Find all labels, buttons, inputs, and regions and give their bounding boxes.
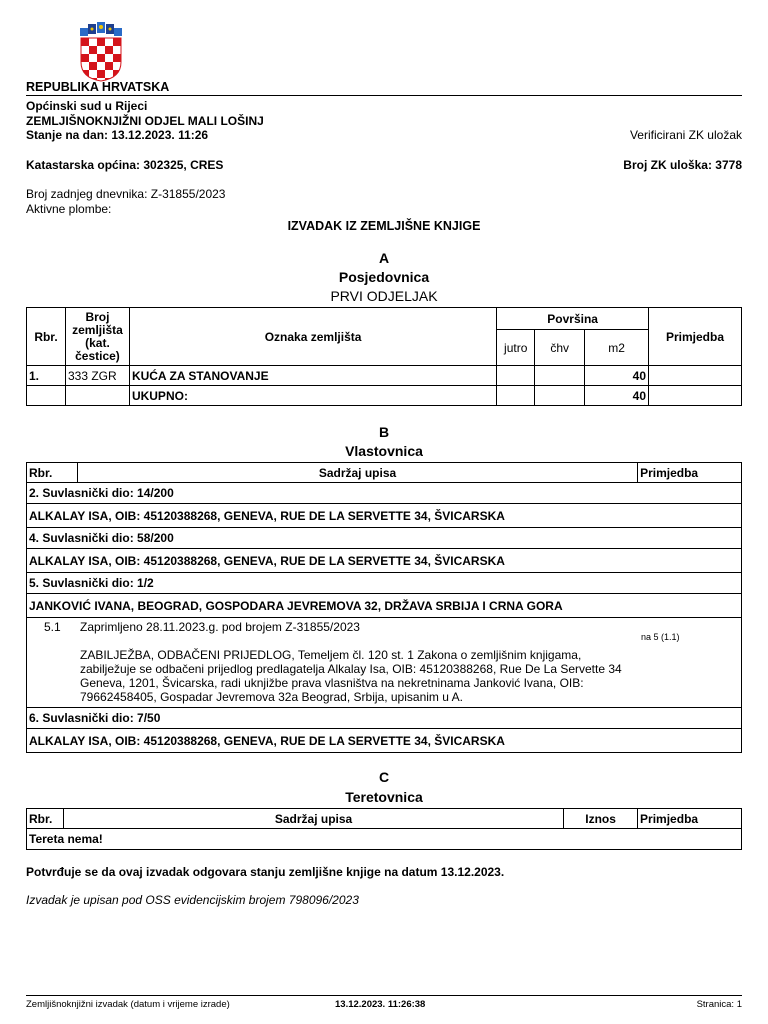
- last-journal: Broj zadnjeg dnevnika: Z-31855/2023: [26, 187, 226, 201]
- entry-received: Zaprimljeno 28.11.2023.g. pod brojem Z-31855/2023: [80, 620, 360, 634]
- cell-broj: [65, 386, 129, 406]
- share-row: 6. Suvlasnički dio: 7/50: [27, 708, 742, 729]
- verified-label: Verificirani ZK uložak: [629, 128, 742, 142]
- cell-chv: [535, 366, 585, 386]
- cell-broj: 333 ZGR: [65, 366, 129, 386]
- owner-row: JANKOVIĆ IVANA, BEOGRAD, GOSPODARA JEVREMOVA 32, DRŽAVA SRBIJA I CRNA GORA: [27, 594, 742, 618]
- possession-table: [26, 307, 742, 406]
- col-primjedba: Primjedba: [638, 809, 742, 829]
- cell-jutro: [497, 366, 535, 386]
- cell-oznaka: UKUPNO:: [129, 386, 496, 406]
- active-seals: Aktivne plombe:: [26, 202, 112, 216]
- state-date: Stanje na dan: 13.12.2023. 11:26: [26, 128, 209, 142]
- col-rbr: Rbr.: [27, 809, 64, 829]
- document-title: IZVADAK IZ ZEMLJIŠNE KNJIGE: [287, 219, 481, 233]
- col-m2: m2: [585, 330, 649, 366]
- table-row: [27, 386, 742, 406]
- cell-primjedba: [649, 386, 742, 406]
- cell-chv: [535, 386, 585, 406]
- cadastral-municipality: Katastarska općina: 302325, CRES: [26, 158, 224, 172]
- footer-page: Stranica: 1: [696, 999, 742, 1010]
- cell-jutro: [497, 386, 535, 406]
- entry-reference: na 5 (1.1): [641, 632, 680, 642]
- col-sadrzaj: Sadržaj upisa: [77, 463, 637, 483]
- section-b-letter: B: [378, 424, 390, 440]
- ownership-table: [26, 462, 742, 753]
- confirmation-text: Potvrđuje se da ovaj izvadak odgovara stanju zemljišne knjige na datum 13.12.2023.: [26, 865, 505, 879]
- section-c-title: Teretovnica: [345, 789, 423, 805]
- cell-m2: 40: [585, 386, 649, 406]
- col-rbr: Rbr.: [27, 463, 78, 483]
- header-divider: [26, 95, 742, 96]
- col-chv: čhv: [535, 330, 585, 366]
- court-name: Općinski sud u Rijeci: [26, 99, 148, 113]
- footer-divider: [26, 995, 742, 996]
- zk-number: Broj ZK uloška: 3778: [623, 158, 742, 172]
- owner-row: ALKALAY ISA, OIB: 45120388268, GENEVA, RUE DE LA SERVETTE 34, ŠVICARSKA: [27, 549, 742, 573]
- entry-number: 5.1: [44, 620, 61, 634]
- share-row: 5. Suvlasnički dio: 1/2: [27, 573, 742, 594]
- col-jutro: jutro: [497, 330, 535, 366]
- col-oznaka: Oznaka zemljišta: [129, 308, 496, 366]
- share-row: 4. Suvlasnički dio: 58/200: [27, 528, 742, 549]
- section-a-letter: A: [378, 250, 390, 266]
- section-a-title: Posjedovnica: [338, 269, 430, 285]
- footer-datetime: 13.12.2023. 11:26:38: [335, 999, 426, 1010]
- encumbrance-table: [26, 808, 742, 850]
- col-sadrzaj: Sadržaj upisa: [63, 809, 563, 829]
- col-iznos: Iznos: [564, 809, 638, 829]
- cell-rbr: [27, 386, 66, 406]
- share-row: 2. Suvlasnički dio: 14/200: [27, 483, 742, 504]
- col-primjedba: Primjedba: [638, 463, 742, 483]
- department-name: ZEMLJIŠNOKNJIŽNI ODJEL MALI LOŠINJ: [26, 114, 264, 128]
- cell-primjedba: [649, 366, 742, 386]
- entry-text: ZABILJEŽBA, ODBAČENI PRIJEDLOG, Temeljem čl. 120 st. 1 Zakona o zemljišnim knjigama, zabilježuje se odbačeni prijedlog predlagatelja Alkalay Isa, OIB: 45120388268, Rue De La Servette 34 Geneva, 1201, Švicarska, radi uknjižbe prava vlasništva na nekretninama Janković Ivana, OIB: 79662458405, Gospadar Jevremova 32a Beograd, Srbija, upisanim u A.: [80, 648, 622, 704]
- no-encumbrance: Tereta nema!: [27, 829, 742, 850]
- col-primjedba: Primjedba: [649, 308, 742, 366]
- footer-label: Zemljišnoknjižni izvadak (datum i vrijeme izrade): [26, 999, 230, 1010]
- coat-of-arms-icon: [78, 22, 124, 82]
- owner-row: ALKALAY ISA, OIB: 45120388268, GENEVA, RUE DE LA SERVETTE 34, ŠVICARSKA: [27, 729, 742, 753]
- cell-oznaka: KUĆA ZA STANOVANJE: [129, 366, 496, 386]
- col-povrsina: Površina: [497, 308, 649, 330]
- section-c-letter: C: [378, 769, 390, 785]
- section-b-title: Vlastovnica: [345, 443, 423, 459]
- col-rbr: Rbr.: [27, 308, 66, 366]
- cell-m2: 40: [585, 366, 649, 386]
- owner-row: ALKALAY ISA, OIB: 45120388268, GENEVA, RUE DE LA SERVETTE 34, ŠVICARSKA: [27, 504, 742, 528]
- section-a-subtitle: PRVI ODJELJAK: [330, 288, 438, 304]
- oss-note: Izvadak je upisan pod OSS evidencijskim brojem 798096/2023: [26, 893, 359, 907]
- entry-row: [27, 618, 742, 708]
- country-name: REPUBLIKA HRVATSKA: [26, 80, 170, 94]
- cell-rbr: 1.: [27, 366, 66, 386]
- col-broj: Broj zemljišta (kat. čestice): [65, 308, 129, 366]
- table-row: [27, 366, 742, 386]
